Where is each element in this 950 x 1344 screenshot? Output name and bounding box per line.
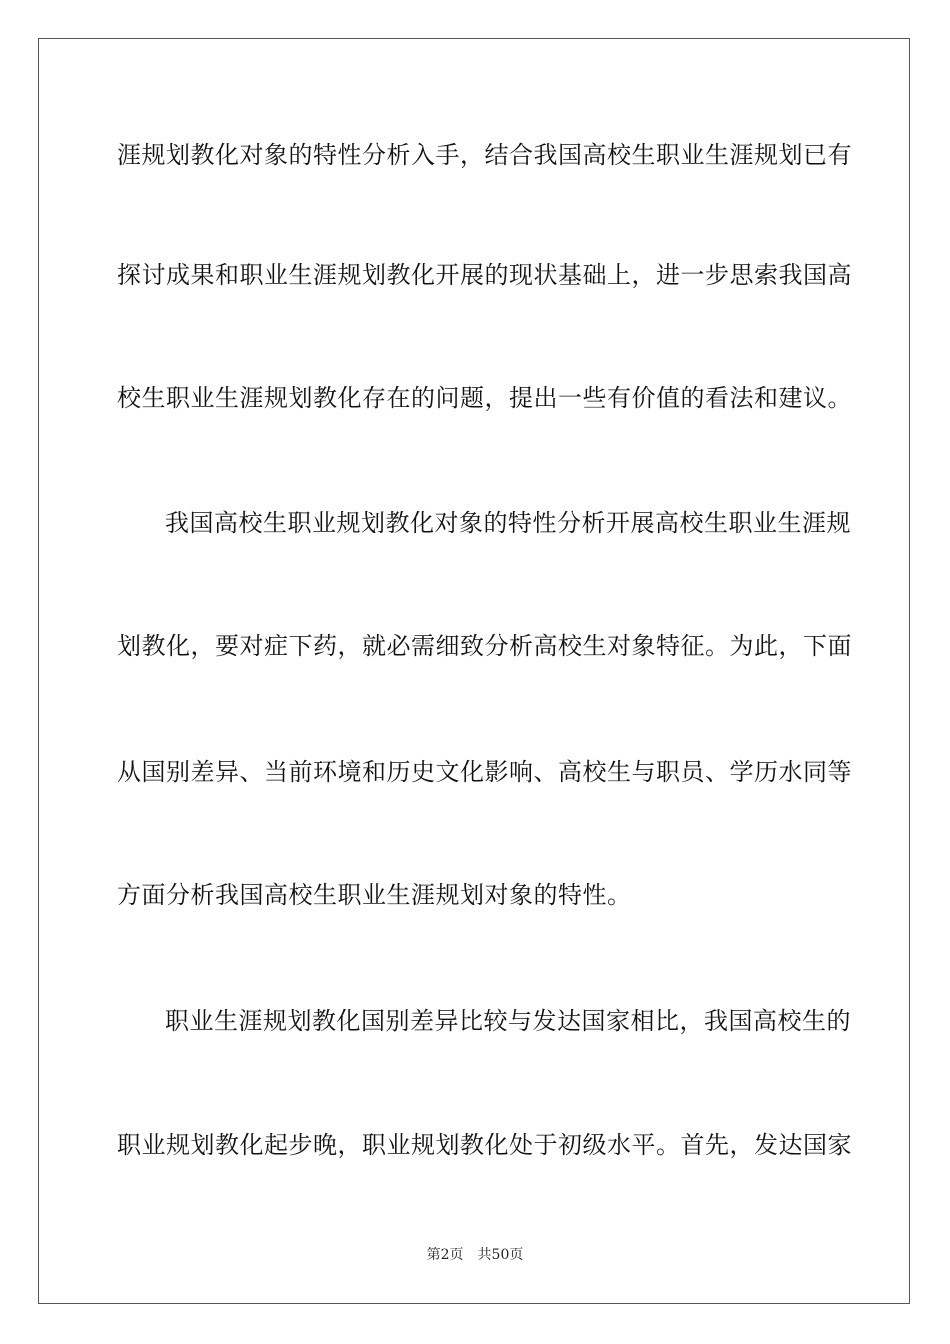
paragraph-line: 探讨成果和职业生涯规划教化开展的现状基础上，进一步思索我国高 — [117, 261, 852, 289]
paragraph-line: 从国别差异、当前环境和历史文化影响、高校生与职员、学历水同等 — [117, 758, 852, 786]
page-number: 第2页 — [426, 1247, 464, 1263]
paragraph-line: 我国高校生职业规划教化对象的特性分析开展高校生职业生涯规 — [165, 509, 851, 537]
paragraph-line: 校生职业生涯规划教化存在的问题，提出一些有价值的看法和建议。 — [117, 384, 852, 412]
page-total: 共50页 — [477, 1247, 524, 1263]
paragraph-line: 划教化，要对症下药，就必需细致分析高校生对象特征。为此，下面 — [117, 632, 852, 660]
paragraph-line: 涯规划教化对象的特性分析入手，结合我国高校生职业生涯规划已有 — [117, 141, 852, 169]
paragraph-line: 职业规划教化起步晚，职业规划教化处于初级水平。首先，发达国家 — [117, 1131, 852, 1159]
paragraph-line: 职业生涯规划教化国别差异比较与发达国家相比，我国高校生的 — [165, 1007, 851, 1035]
page-border — [38, 38, 910, 1304]
page-footer — [0, 1246, 950, 1264]
paragraph-line: 方面分析我国高校生职业生涯规划对象的特性。 — [117, 881, 632, 909]
